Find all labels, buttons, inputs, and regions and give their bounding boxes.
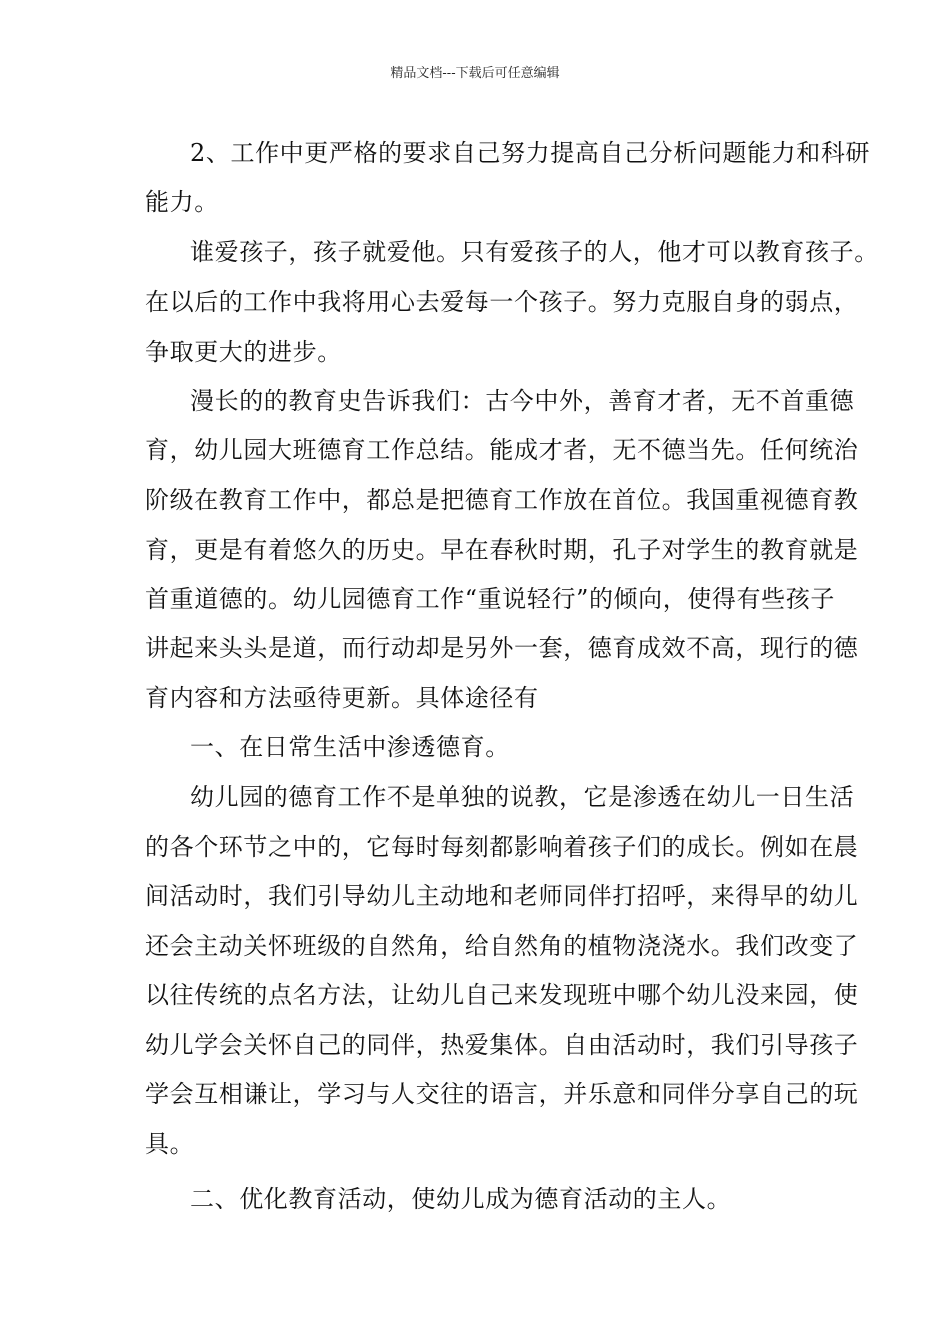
paragraph-line: 在以后的工作中我将用心去爱每一个孩子。努力克服自身的弱点， xyxy=(145,288,859,316)
paragraph-line: 漫长的的教育史告诉我们：古今中外，善育才者，无不首重德 xyxy=(190,387,855,415)
paragraph-line: 育，更是有着悠久的历史。早在春秋时期，孔子对学生的教育就是 xyxy=(145,536,859,564)
paragraph-line: 幼儿园的德育工作不是单独的说教，它是渗透在幼儿一日生活 xyxy=(190,783,855,811)
section-heading: 一、在日常生活中渗透德育。 xyxy=(190,733,510,761)
paragraph-line: 幼儿学会关怀自己的同伴，热爱集体。自由活动时，我们引导孩子 xyxy=(145,1031,859,1059)
paragraph-line: 首重道德的。幼儿园德育工作“重说轻行”的倾向，使得有些孩子 xyxy=(145,585,835,613)
paragraph-line: 的各个环节之中的，它每时每刻都影响着孩子们的成长。例如在晨 xyxy=(145,833,859,861)
paragraph-line: 阶级在教育工作中，都总是把德育工作放在首位。我国重视德育教 xyxy=(145,486,859,514)
paragraph-line: 能力。 xyxy=(145,188,219,216)
paragraph-line: 谁爱孩子，孩子就爱他。只有爱孩子的人，他才可以教育孩子。 xyxy=(190,238,879,266)
paragraph-line: 育内容和方法亟待更新。具体途径有 xyxy=(145,684,539,712)
paragraph-line: 学会互相谦让，学习与人交往的语言，并乐意和同伴分享自己的玩 xyxy=(145,1080,859,1108)
paragraph-line: 争取更大的进步。 xyxy=(145,338,342,366)
paragraph-line: 间活动时，我们引导幼儿主动地和老师同伴打招呼，来得早的幼儿 xyxy=(145,882,859,910)
paragraph-line: 还会主动关怀班级的自然角，给自然角的植物浇浇水。我们改变了 xyxy=(145,932,859,960)
paragraph-line: 以往传统的点名方法，让幼儿自己来发现班中哪个幼儿没来园，使 xyxy=(145,981,859,1009)
paragraph-line: 讲起来头头是道，而行动却是另外一套，德育成效不高，现行的德 xyxy=(145,634,859,662)
section-heading: 二、优化教育活动，使幼儿成为德育活动的主人。 xyxy=(190,1185,732,1213)
paragraph-line: 育，幼儿园大班德育工作总结。能成才者，无不德当先。任何统治 xyxy=(145,436,859,464)
paragraph-line: 2、工作中更严格的要求自己努力提高自己分析问题能力和科研 xyxy=(190,139,871,167)
page-header: 精品文档---下载后可任意编辑 xyxy=(390,66,560,81)
paragraph-line: 具。 xyxy=(145,1130,195,1158)
